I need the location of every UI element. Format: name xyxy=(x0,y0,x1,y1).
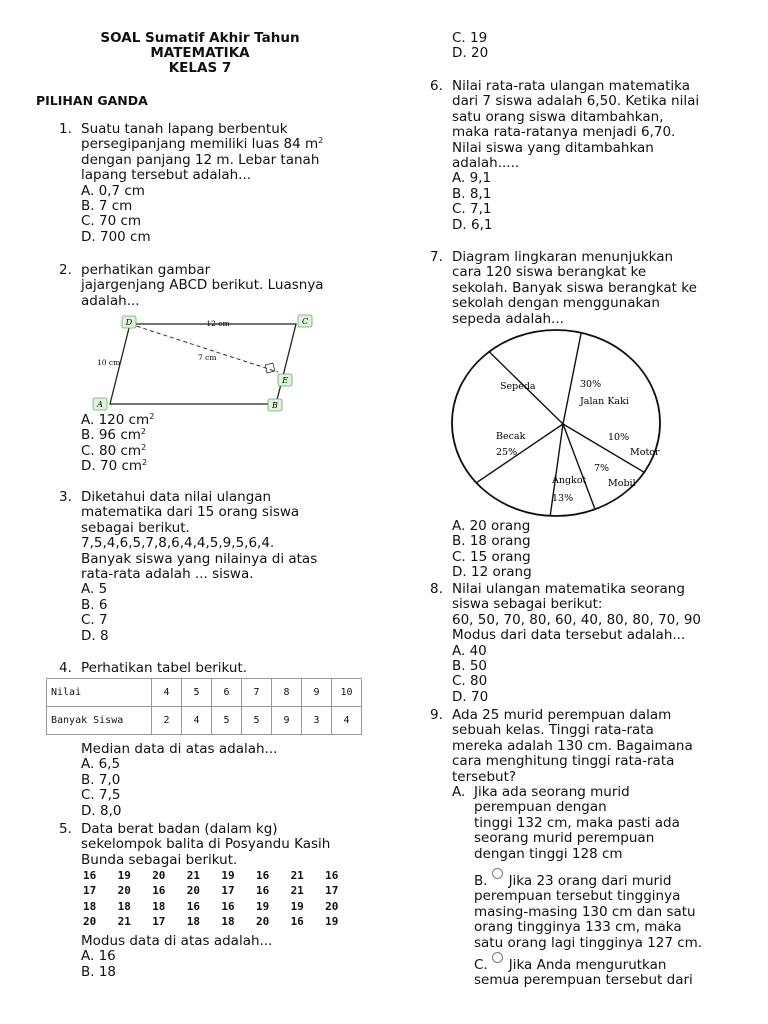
question-9 xyxy=(430,708,693,785)
table-cell: 5 xyxy=(212,707,242,735)
option-b: B. 96 $cm^2$ xyxy=(81,427,146,444)
data-table xyxy=(46,678,362,735)
svg-text:B: B xyxy=(272,401,278,410)
table-cell: 5 xyxy=(182,679,212,707)
data-row: 17 20 16 20 17 16 21 17 xyxy=(83,884,339,898)
table-cell: 4 xyxy=(152,679,182,707)
parallelogram-figure xyxy=(88,312,320,416)
option-d: D. 20 xyxy=(452,45,489,62)
question-4 xyxy=(59,661,247,676)
pie-label-becak: Becak xyxy=(496,431,526,442)
option-b: B. 8,1 xyxy=(452,185,492,202)
title-line-2: MATEMATIKA xyxy=(150,45,250,61)
pie-value-mobil: 7% xyxy=(594,463,610,474)
document-title xyxy=(40,31,360,76)
table-cell: 4 xyxy=(332,707,362,735)
question-2-options xyxy=(81,413,154,475)
vertex-label-a xyxy=(93,398,107,410)
data-row: 18 18 18 16 16 19 19 20 xyxy=(83,899,339,913)
question-text: sebuah kelas. Tinggi rata-rata xyxy=(452,722,654,739)
question-number: 4. xyxy=(59,660,72,676)
table-cell: 9 xyxy=(272,707,302,735)
question-text: Nilai siswa yang ditambahkan xyxy=(452,139,654,156)
option-a: A. 6,5 xyxy=(81,756,121,773)
table-cell: 2 xyxy=(152,707,182,735)
height-label: 7 cm xyxy=(198,353,217,362)
option-d: D. 6,1 xyxy=(452,216,493,233)
option-c: C. 70 cm xyxy=(81,213,142,230)
vertex-label-c xyxy=(298,315,312,327)
table-cell: 10 xyxy=(332,679,362,707)
title-line-1: SOAL Sumatif Akhir Tahun xyxy=(100,30,300,46)
question-number: 5. xyxy=(59,821,72,837)
question-text: 7,5,4,6,5,7,8,6,4,4,5,9,5,6,4. xyxy=(81,535,275,552)
pie-label-angkot: Angkot xyxy=(552,475,587,486)
question-text: dengan panjang 12 m. Lebar tanah xyxy=(81,151,320,168)
question-text: Bunda sebagai berikut. xyxy=(81,851,238,868)
question-6 xyxy=(430,79,699,233)
option-a: A. 0,7 cm xyxy=(81,182,145,199)
option-b: B. 50 xyxy=(452,658,488,675)
question-text: Modus data di atas adalah... xyxy=(81,933,273,949)
question-4-body xyxy=(81,742,277,819)
vertex-label-d xyxy=(122,316,136,328)
radio-button[interactable] xyxy=(492,952,503,963)
option-d: D. 8,0 xyxy=(81,802,122,819)
vertex-label-b xyxy=(268,399,282,411)
question-text: Banyak siswa yang nilainya di atas xyxy=(81,550,318,567)
pie-value-becak: 25% xyxy=(496,447,518,458)
option-d: D. 700 cm xyxy=(81,228,151,245)
option-b: B. 18 orang xyxy=(452,533,531,550)
question-text: Nilai ulangan matematika seorang xyxy=(452,581,685,597)
table-cell: 5 xyxy=(242,707,272,735)
pie-label-motor: Motor xyxy=(630,447,660,458)
question-text: Diketahui data nilai ulangan xyxy=(81,489,272,505)
question-text: persegipanjang memiliki luas 84 $m^2$ xyxy=(81,136,324,153)
svg-text:C: C xyxy=(301,317,309,326)
option-c: C. 80 xyxy=(452,673,488,690)
option-a: A. 9,1 xyxy=(452,170,492,187)
question-text: Median data di atas adalah... xyxy=(81,741,278,757)
question-text: 60, 50, 70, 80, 60, 40, 80, 80, 70, 90 xyxy=(452,611,702,628)
question-number: 7. xyxy=(430,249,443,265)
question-number: 6. xyxy=(430,78,443,94)
option-d: D. 12 orang xyxy=(452,564,532,581)
svg-text:E: E xyxy=(282,376,288,385)
pie-label-mobil: Mobil xyxy=(608,478,636,489)
option-a: A. 20 orang xyxy=(452,518,531,534)
pie-value-jalan-kaki: 30% xyxy=(580,379,602,390)
option-d: D. 70 $cm^2$ xyxy=(81,458,148,475)
question-text: Diagram lingkaran menunjukkan xyxy=(452,249,674,265)
question-text: tersebut? xyxy=(452,768,517,785)
table-cell: 8 xyxy=(272,679,302,707)
option-b: B. 7,0 xyxy=(81,771,121,788)
option-c: C. Jika Anda mengurutkan semua perempuan tersebut dari xyxy=(474,952,693,989)
option-c: C. 19 xyxy=(452,30,488,46)
top-length-label: 12 cm xyxy=(206,319,230,328)
option-d: D. 8 xyxy=(81,627,109,644)
question-text: lapang tersebut adalah... xyxy=(81,167,252,184)
option-d: D. 70 xyxy=(452,688,489,705)
question-text: cara menghitung tinggi rata-rata xyxy=(452,753,675,770)
question-text: siswa sebagai berikut: xyxy=(452,596,603,613)
table-header-cell: Banyak Siswa xyxy=(47,707,152,735)
question-text: sekolah. Banyak siswa berangkat ke xyxy=(452,279,697,296)
pie-label-sepeda: Sepeda xyxy=(500,381,536,392)
question-number: 9. xyxy=(430,707,443,723)
question-text: mereka adalah 130 cm. Bagaimana xyxy=(452,737,693,754)
data-row: 20 21 17 18 18 20 16 19 xyxy=(83,914,339,928)
question-text: sekolah dengan menggunakan xyxy=(452,295,660,312)
question-text: perhatikan gambar xyxy=(81,262,211,278)
question-text: adalah... xyxy=(81,292,140,309)
pie-label-jalan-kaki: Jalan Kaki xyxy=(580,396,629,407)
question-text: Ada 25 murid perempuan dalam xyxy=(452,707,672,723)
height-line xyxy=(130,324,278,372)
data-row: 16 19 20 21 19 16 21 16 xyxy=(83,869,339,882)
option-c: C. 80 $cm^2$ xyxy=(81,442,147,459)
question-text: matematika dari 15 orang siswa xyxy=(81,504,300,521)
option-a: A. 120 $cm^2$ xyxy=(81,412,155,428)
option-c: C. 7,1 xyxy=(452,201,492,218)
question-text: adalah..... xyxy=(452,155,520,172)
question-number: 3. xyxy=(59,489,72,505)
question-3 xyxy=(59,490,317,644)
question-7 xyxy=(430,250,697,327)
option-b: B. 6 xyxy=(81,596,108,613)
question-text: sebagai berikut. xyxy=(81,519,190,536)
question-text: cara 120 siswa berangkat ke xyxy=(452,264,647,281)
question-2 xyxy=(59,263,324,309)
table-cell: 7 xyxy=(242,679,272,707)
option-a: A. 5 xyxy=(81,581,108,598)
question-text: Modus dari data tersebut adalah... xyxy=(452,627,686,644)
pie-chart xyxy=(446,329,668,519)
question-5 xyxy=(59,822,330,868)
option-b: B. 7 cm xyxy=(81,198,133,215)
question-text: dari 7 siswa adalah 6,50. Ketika nilai xyxy=(452,93,700,110)
weight-data-grid xyxy=(83,868,360,929)
option-a: A. 16 xyxy=(81,948,116,965)
svg-text:D: D xyxy=(125,318,133,327)
question-8 xyxy=(430,582,701,705)
option-c: C. 7 xyxy=(81,612,108,629)
question-text: sekelompok balita di Posyandu Kasih xyxy=(81,836,331,853)
svg-text:A: A xyxy=(97,400,103,409)
question-text: Nilai rata-rata ulangan matematika xyxy=(452,78,691,94)
question-5-continued xyxy=(452,31,488,62)
side-length-label: 10 cm xyxy=(97,358,121,367)
title-line-3: KELAS 7 xyxy=(168,60,232,76)
vertex-label-e xyxy=(278,374,292,386)
option-a: A. Jika ada seorang murid perempuan dengan tinggi 132 cm, maka pasti ada seorang murid perempuan dengan tinggi 128 cm xyxy=(452,784,680,862)
option-b: B. Jika 23 orang dari murid perempuan tersebut tingginya masing-masing 130 cm dan satu orang tingginya 133 cm, maka satu orang lagi tingginya 127 cm. xyxy=(474,868,702,951)
question-text: satu orang siswa ditambahkan, xyxy=(452,108,664,125)
table-row xyxy=(47,707,362,735)
question-text: Perhatikan tabel berikut. xyxy=(81,660,248,676)
question-5-body xyxy=(81,934,272,980)
pie-value-motor: 10% xyxy=(608,432,630,443)
question-text: maka rata-ratanya menjadi 6,70. xyxy=(452,124,676,141)
question-1 xyxy=(59,122,323,245)
table-row xyxy=(47,679,362,707)
option-b: B. 18 xyxy=(81,963,117,980)
question-number: 1. xyxy=(59,121,72,137)
table-header-cell: Nilai xyxy=(47,679,152,707)
question-number: 2. xyxy=(59,262,72,278)
table-cell: 9 xyxy=(302,679,332,707)
table-cell: 4 xyxy=(182,707,212,735)
radio-button[interactable] xyxy=(492,868,503,879)
question-text: Data berat badan (dalam kg) xyxy=(81,821,278,837)
question-number: 8. xyxy=(430,581,443,597)
pie-value-angkot: 13% xyxy=(552,493,574,504)
question-text: jajargenjang ABCD berikut. Luasnya xyxy=(81,277,324,294)
table-cell: 3 xyxy=(302,707,332,735)
question-text: Suatu tanah lapang berbentuk xyxy=(81,121,288,137)
option-c: C. 15 orang xyxy=(452,548,531,565)
option-c: C. 7,5 xyxy=(81,787,121,804)
section-heading: PILIHAN GANDA xyxy=(36,93,148,108)
option-a: A. 40 xyxy=(452,642,487,659)
question-text: sepeda adalah... xyxy=(452,310,564,327)
table-cell: 6 xyxy=(212,679,242,707)
question-text: rata-rata adalah ... siswa. xyxy=(81,566,254,583)
question-7-options xyxy=(452,519,532,581)
